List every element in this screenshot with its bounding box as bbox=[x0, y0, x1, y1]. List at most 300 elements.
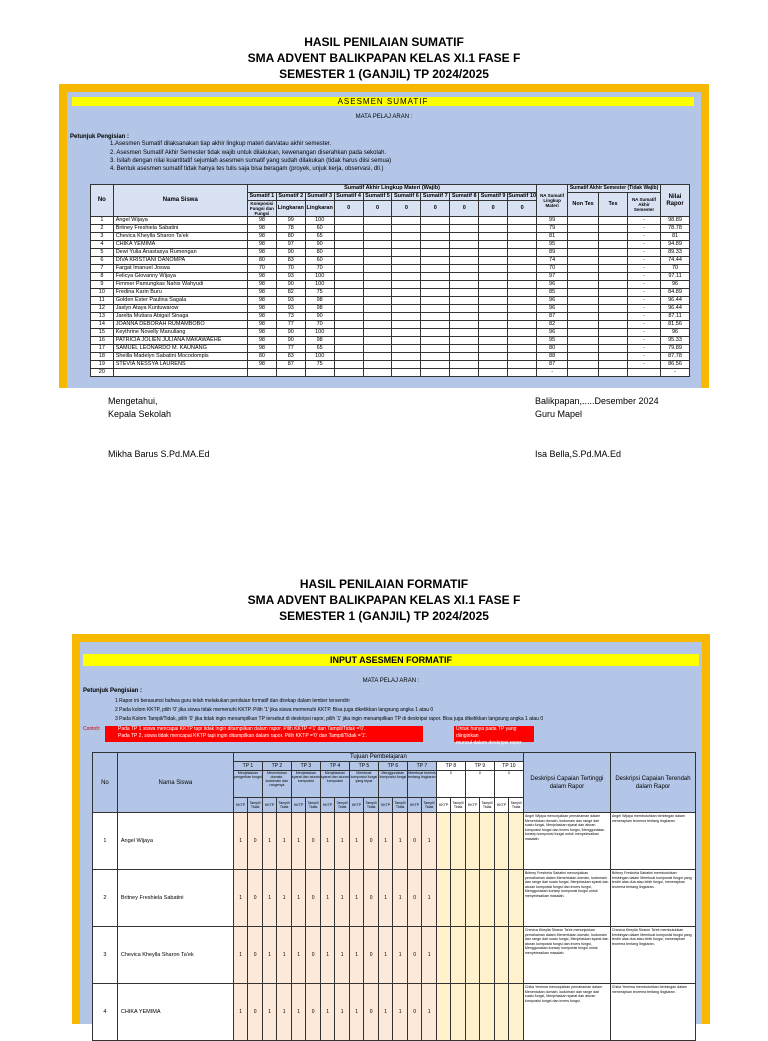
cell-s2[interactable]: 83 bbox=[276, 257, 305, 265]
cell-no[interactable]: 17 bbox=[91, 345, 114, 353]
cell-nontes[interactable] bbox=[568, 297, 599, 305]
cell-naakhir[interactable]: - bbox=[627, 265, 660, 273]
cell-nontes[interactable] bbox=[568, 281, 599, 289]
cell-s4[interactable] bbox=[334, 249, 363, 257]
cell-nama[interactable]: SAMUEL LEONARDO M. KAUNANG bbox=[113, 345, 247, 353]
cell-s8[interactable] bbox=[450, 233, 479, 241]
cell-s6[interactable] bbox=[392, 225, 421, 233]
cell-rapor[interactable]: 96 bbox=[661, 281, 690, 289]
f-cell-kktp[interactable] bbox=[465, 984, 480, 1041]
cell-s4[interactable] bbox=[334, 225, 363, 233]
cell-nama[interactable]: Angel Wijaya bbox=[113, 217, 247, 225]
f-cell-kktp[interactable]: 1 bbox=[262, 927, 277, 984]
cell-nontes[interactable] bbox=[568, 217, 599, 225]
f-cell-tampil[interactable]: 1 bbox=[422, 927, 437, 984]
cell-nama[interactable]: Fredina Karin Buru bbox=[113, 289, 247, 297]
cell-s3[interactable]: 70 bbox=[305, 265, 334, 273]
cell-s8[interactable] bbox=[450, 321, 479, 329]
cell-tes[interactable] bbox=[599, 305, 628, 313]
cell-nontes[interactable] bbox=[568, 273, 599, 281]
f-cell-kktp[interactable]: 1 bbox=[349, 984, 364, 1041]
cell-rapor[interactable]: 81 bbox=[661, 233, 690, 241]
f-cell-tampil[interactable] bbox=[451, 870, 466, 927]
cell-s8[interactable] bbox=[450, 337, 479, 345]
cell-s9[interactable] bbox=[479, 217, 508, 225]
cell-s8[interactable] bbox=[450, 265, 479, 273]
cell-s1[interactable]: 98 bbox=[247, 249, 276, 257]
cell-rapor[interactable]: 84.89 bbox=[661, 289, 690, 297]
f-cell-kktp[interactable]: 1 bbox=[233, 813, 248, 870]
cell-s4[interactable] bbox=[334, 217, 363, 225]
f-cell-kktp[interactable]: 1 bbox=[349, 870, 364, 927]
cell-s8[interactable] bbox=[450, 297, 479, 305]
cell-s7[interactable] bbox=[421, 273, 450, 281]
cell-rapor[interactable]: 96 bbox=[661, 329, 690, 337]
cell-no[interactable]: 3 bbox=[91, 233, 114, 241]
cell-nama[interactable]: Jarelta Mutiara Abigail Sinaga bbox=[113, 313, 247, 321]
cell-s5[interactable] bbox=[363, 345, 392, 353]
cell-no[interactable]: 12 bbox=[91, 305, 114, 313]
cell-s7[interactable] bbox=[421, 289, 450, 297]
cell-s5[interactable] bbox=[363, 217, 392, 225]
cell-s5[interactable] bbox=[363, 297, 392, 305]
cell-tes[interactable] bbox=[599, 321, 628, 329]
cell-tes[interactable] bbox=[599, 361, 628, 369]
cell-s10[interactable] bbox=[508, 273, 537, 281]
cell-s3[interactable] bbox=[305, 369, 334, 377]
cell-s10[interactable] bbox=[508, 369, 537, 377]
cell-rapor[interactable]: 95.33 bbox=[661, 337, 690, 345]
cell-nontes[interactable] bbox=[568, 225, 599, 233]
cell-s5[interactable] bbox=[363, 353, 392, 361]
f-cell-tampil[interactable]: 0 bbox=[364, 813, 379, 870]
cell-s9[interactable] bbox=[479, 321, 508, 329]
cell-naakhir[interactable]: - bbox=[627, 233, 660, 241]
f-cell-tampil[interactable] bbox=[480, 813, 495, 870]
cell-na[interactable]: 74 bbox=[537, 257, 568, 265]
cell-s10[interactable] bbox=[508, 321, 537, 329]
cell-s1[interactable]: 98 bbox=[247, 329, 276, 337]
f-cell-kktp[interactable]: 0 bbox=[407, 927, 422, 984]
f-cell-tampil[interactable]: 0 bbox=[364, 870, 379, 927]
f-cell-tampil[interactable]: 1 bbox=[335, 984, 350, 1041]
cell-no[interactable]: 5 bbox=[91, 249, 114, 257]
cell-s10[interactable] bbox=[508, 265, 537, 273]
cell-s3[interactable]: 100 bbox=[305, 281, 334, 289]
cell-tes[interactable] bbox=[599, 281, 628, 289]
cell-s2[interactable] bbox=[276, 369, 305, 377]
cell-nama[interactable]: STEVIA NESSYA LAURENS bbox=[113, 361, 247, 369]
cell-s6[interactable] bbox=[392, 361, 421, 369]
cell-nama[interactable]: JOANNA DEBORAH RUMAMBOBO bbox=[113, 321, 247, 329]
cell-nontes[interactable] bbox=[568, 289, 599, 297]
cell-naakhir[interactable]: - bbox=[627, 257, 660, 265]
cell-s8[interactable] bbox=[450, 225, 479, 233]
cell-na[interactable]: 96 bbox=[537, 305, 568, 313]
cell-s4[interactable] bbox=[334, 241, 363, 249]
cell-s2[interactable]: 73 bbox=[276, 313, 305, 321]
cell-naakhir[interactable]: - bbox=[627, 321, 660, 329]
cell-no[interactable]: 10 bbox=[91, 289, 114, 297]
cell-no[interactable]: 18 bbox=[91, 353, 114, 361]
cell-naakhir[interactable] bbox=[627, 369, 660, 377]
cell-s4[interactable] bbox=[334, 289, 363, 297]
cell-tes[interactable] bbox=[599, 257, 628, 265]
cell-nama[interactable]: Fimmer Pamungkas Nahis Wahyudi bbox=[113, 281, 247, 289]
cell-s6[interactable] bbox=[392, 369, 421, 377]
cell-s5[interactable] bbox=[363, 361, 392, 369]
cell-s1[interactable]: 98 bbox=[247, 281, 276, 289]
f-cell-kktp[interactable]: 1 bbox=[291, 870, 306, 927]
f-cell-kktp[interactable]: 1 bbox=[378, 984, 393, 1041]
cell-s3[interactable]: 75 bbox=[305, 289, 334, 297]
cell-na[interactable]: 95 bbox=[537, 337, 568, 345]
cell-na[interactable]: 88 bbox=[537, 353, 568, 361]
cell-s5[interactable] bbox=[363, 265, 392, 273]
cell-s3[interactable]: 75 bbox=[305, 361, 334, 369]
cell-s9[interactable] bbox=[479, 353, 508, 361]
cell-s10[interactable] bbox=[508, 249, 537, 257]
cell-tes[interactable] bbox=[599, 313, 628, 321]
cell-s3[interactable]: 70 bbox=[305, 321, 334, 329]
f-cell-kktp[interactable] bbox=[494, 984, 509, 1041]
f-cell-kktp[interactable] bbox=[494, 927, 509, 984]
cell-s9[interactable] bbox=[479, 241, 508, 249]
f-cell-kktp[interactable]: 1 bbox=[262, 813, 277, 870]
cell-naakhir[interactable]: - bbox=[627, 273, 660, 281]
f-cell-kktp[interactable] bbox=[436, 813, 451, 870]
f-cell-kktp[interactable]: 1 bbox=[378, 813, 393, 870]
f-cell-kktp[interactable]: 1 bbox=[349, 927, 364, 984]
cell-tes[interactable] bbox=[599, 337, 628, 345]
cell-nontes[interactable] bbox=[568, 233, 599, 241]
cell-nama[interactable]: DIVA KRISTIANI DANOMPA bbox=[113, 257, 247, 265]
cell-tes[interactable] bbox=[599, 273, 628, 281]
cell-naakhir[interactable]: - bbox=[627, 289, 660, 297]
f-cell-tampil[interactable]: 1 bbox=[335, 927, 350, 984]
cell-s1[interactable]: 70 bbox=[247, 265, 276, 273]
cell-s7[interactable] bbox=[421, 297, 450, 305]
cell-s9[interactable] bbox=[479, 257, 508, 265]
cell-na[interactable]: 96 bbox=[537, 281, 568, 289]
cell-rapor[interactable]: 96.44 bbox=[661, 305, 690, 313]
cell-s4[interactable] bbox=[334, 305, 363, 313]
cell-s5[interactable] bbox=[363, 281, 392, 289]
cell-na[interactable]: 70 bbox=[537, 265, 568, 273]
cell-s1[interactable]: 98 bbox=[247, 225, 276, 233]
cell-no[interactable]: 7 bbox=[91, 265, 114, 273]
cell-rapor[interactable]: 78.78 bbox=[661, 225, 690, 233]
cell-s2[interactable]: 90 bbox=[276, 249, 305, 257]
cell-s1[interactable]: 98 bbox=[247, 217, 276, 225]
cell-s7[interactable] bbox=[421, 257, 450, 265]
f-cell-tampil[interactable]: 1 bbox=[277, 927, 292, 984]
cell-s7[interactable] bbox=[421, 265, 450, 273]
cell-s7[interactable] bbox=[421, 345, 450, 353]
cell-rapor[interactable]: 86.56 bbox=[661, 361, 690, 369]
cell-s10[interactable] bbox=[508, 257, 537, 265]
cell-s9[interactable] bbox=[479, 369, 508, 377]
cell-s2[interactable]: 93 bbox=[276, 273, 305, 281]
cell-s1[interactable]: 98 bbox=[247, 233, 276, 241]
f-cell-tampil[interactable]: 0 bbox=[306, 870, 321, 927]
cell-s7[interactable] bbox=[421, 249, 450, 257]
cell-rapor[interactable]: 98.89 bbox=[661, 217, 690, 225]
cell-s5[interactable] bbox=[363, 273, 392, 281]
f-cell-kktp[interactable] bbox=[494, 870, 509, 927]
cell-no[interactable]: 20 bbox=[91, 369, 114, 377]
cell-s7[interactable] bbox=[421, 369, 450, 377]
cell-s1[interactable]: 98 bbox=[247, 273, 276, 281]
cell-tes[interactable] bbox=[599, 265, 628, 273]
cell-s2[interactable]: 99 bbox=[276, 217, 305, 225]
cell-na[interactable]: - bbox=[537, 369, 568, 377]
cell-rapor[interactable]: 87.78 bbox=[661, 353, 690, 361]
cell-na[interactable]: 95 bbox=[537, 241, 568, 249]
cell-tes[interactable] bbox=[599, 297, 628, 305]
cell-nontes[interactable] bbox=[568, 361, 599, 369]
f-cell-tampil[interactable]: 1 bbox=[422, 984, 437, 1041]
cell-rapor[interactable]: 94.89 bbox=[661, 241, 690, 249]
cell-naakhir[interactable]: - bbox=[627, 329, 660, 337]
cell-naakhir[interactable]: - bbox=[627, 353, 660, 361]
cell-s3[interactable]: 60 bbox=[305, 257, 334, 265]
f-cell-tampil[interactable]: 0 bbox=[306, 984, 321, 1041]
cell-s3[interactable]: 65 bbox=[305, 233, 334, 241]
cell-tes[interactable] bbox=[599, 249, 628, 257]
cell-s10[interactable] bbox=[508, 337, 537, 345]
cell-s8[interactable] bbox=[450, 241, 479, 249]
cell-s4[interactable] bbox=[334, 257, 363, 265]
cell-s2[interactable]: 87 bbox=[276, 361, 305, 369]
cell-s7[interactable] bbox=[421, 313, 450, 321]
cell-s4[interactable] bbox=[334, 273, 363, 281]
cell-no[interactable]: 6 bbox=[91, 257, 114, 265]
cell-s1[interactable]: 98 bbox=[247, 321, 276, 329]
cell-s8[interactable] bbox=[450, 353, 479, 361]
cell-nama[interactable]: Jaslyn Ataya Kuntuwarow bbox=[113, 305, 247, 313]
cell-s7[interactable] bbox=[421, 337, 450, 345]
cell-s7[interactable] bbox=[421, 329, 450, 337]
f-cell-kktp[interactable]: 1 bbox=[378, 870, 393, 927]
cell-nontes[interactable] bbox=[568, 241, 599, 249]
f-cell-tampil[interactable]: 0 bbox=[248, 984, 263, 1041]
cell-s8[interactable] bbox=[450, 361, 479, 369]
cell-s7[interactable] bbox=[421, 241, 450, 249]
cell-s2[interactable]: 90 bbox=[276, 337, 305, 345]
cell-naakhir[interactable]: - bbox=[627, 241, 660, 249]
cell-nontes[interactable] bbox=[568, 345, 599, 353]
cell-s9[interactable] bbox=[479, 305, 508, 313]
f-cell-tampil[interactable]: 0 bbox=[248, 927, 263, 984]
f-cell-tampil[interactable] bbox=[480, 870, 495, 927]
cell-s9[interactable] bbox=[479, 337, 508, 345]
cell-tes[interactable] bbox=[599, 233, 628, 241]
cell-na[interactable]: 87 bbox=[537, 313, 568, 321]
cell-s6[interactable] bbox=[392, 321, 421, 329]
cell-s10[interactable] bbox=[508, 233, 537, 241]
f-cell-kktp[interactable] bbox=[465, 870, 480, 927]
f-cell-kktp[interactable]: 0 bbox=[407, 870, 422, 927]
cell-s3[interactable]: 90 bbox=[305, 313, 334, 321]
cell-s5[interactable] bbox=[363, 257, 392, 265]
f-cell-tampil[interactable]: 1 bbox=[277, 870, 292, 927]
cell-s9[interactable] bbox=[479, 361, 508, 369]
cell-na[interactable]: 85 bbox=[537, 289, 568, 297]
f-cell-tampil[interactable]: 0 bbox=[248, 870, 263, 927]
cell-naakhir[interactable]: - bbox=[627, 281, 660, 289]
cell-s5[interactable] bbox=[363, 321, 392, 329]
cell-s10[interactable] bbox=[508, 305, 537, 313]
cell-s4[interactable] bbox=[334, 361, 363, 369]
f-cell-kktp[interactable]: 1 bbox=[320, 927, 335, 984]
cell-s8[interactable] bbox=[450, 273, 479, 281]
cell-nontes[interactable] bbox=[568, 257, 599, 265]
f-cell-tampil[interactable]: 0 bbox=[364, 927, 379, 984]
f-cell-tampil[interactable] bbox=[509, 984, 524, 1041]
cell-nama[interactable]: Britney Freshiela Sabatini bbox=[113, 225, 247, 233]
cell-s10[interactable] bbox=[508, 313, 537, 321]
cell-nama[interactable] bbox=[113, 369, 247, 377]
cell-na[interactable]: 80 bbox=[537, 345, 568, 353]
cell-s2[interactable]: 82 bbox=[276, 289, 305, 297]
cell-s7[interactable] bbox=[421, 233, 450, 241]
cell-na[interactable]: 82 bbox=[537, 321, 568, 329]
cell-s7[interactable] bbox=[421, 353, 450, 361]
cell-rapor[interactable]: 79.89 bbox=[661, 345, 690, 353]
cell-s10[interactable] bbox=[508, 329, 537, 337]
cell-nontes[interactable] bbox=[568, 249, 599, 257]
f-cell-kktp[interactable]: 1 bbox=[291, 813, 306, 870]
cell-s3[interactable]: 100 bbox=[305, 273, 334, 281]
cell-no[interactable]: 1 bbox=[91, 217, 114, 225]
f-cell-tampil[interactable] bbox=[509, 813, 524, 870]
cell-s6[interactable] bbox=[392, 241, 421, 249]
cell-no[interactable]: 19 bbox=[91, 361, 114, 369]
cell-s3[interactable]: 90 bbox=[305, 241, 334, 249]
cell-rapor[interactable]: 97.11 bbox=[661, 273, 690, 281]
f-cell-tampil[interactable] bbox=[480, 927, 495, 984]
cell-naakhir[interactable]: - bbox=[627, 337, 660, 345]
cell-s9[interactable] bbox=[479, 289, 508, 297]
cell-s4[interactable] bbox=[334, 345, 363, 353]
cell-rapor[interactable]: 87.11 bbox=[661, 313, 690, 321]
cell-s5[interactable] bbox=[363, 289, 392, 297]
f-cell-kktp[interactable] bbox=[436, 984, 451, 1041]
f-cell-kktp[interactable]: 1 bbox=[349, 813, 364, 870]
cell-s10[interactable] bbox=[508, 297, 537, 305]
cell-s9[interactable] bbox=[479, 345, 508, 353]
cell-tes[interactable] bbox=[599, 353, 628, 361]
cell-tes[interactable] bbox=[599, 217, 628, 225]
cell-s5[interactable] bbox=[363, 337, 392, 345]
f-cell-tampil[interactable]: 1 bbox=[422, 870, 437, 927]
cell-s8[interactable] bbox=[450, 257, 479, 265]
cell-nontes[interactable] bbox=[568, 329, 599, 337]
cell-s7[interactable] bbox=[421, 305, 450, 313]
f-cell-tampil[interactable]: 0 bbox=[248, 813, 263, 870]
cell-s6[interactable] bbox=[392, 217, 421, 225]
cell-nontes[interactable] bbox=[568, 265, 599, 273]
cell-s3[interactable]: 65 bbox=[305, 345, 334, 353]
cell-no[interactable]: 11 bbox=[91, 297, 114, 305]
cell-nama[interactable]: Keythrine Novelly Manuliang bbox=[113, 329, 247, 337]
cell-s6[interactable] bbox=[392, 297, 421, 305]
cell-s10[interactable] bbox=[508, 289, 537, 297]
f-cell-kktp[interactable]: 1 bbox=[233, 984, 248, 1041]
cell-nontes[interactable] bbox=[568, 369, 599, 377]
f-cell-kktp[interactable]: 1 bbox=[233, 870, 248, 927]
f-cell-tampil[interactable] bbox=[451, 984, 466, 1041]
cell-naakhir[interactable]: - bbox=[627, 305, 660, 313]
cell-no[interactable]: 14 bbox=[91, 321, 114, 329]
f-cell-tampil[interactable]: 0 bbox=[306, 813, 321, 870]
cell-s6[interactable] bbox=[392, 273, 421, 281]
cell-nama[interactable]: CHIKA YEMIMA bbox=[113, 241, 247, 249]
cell-rapor[interactable]: 96.44 bbox=[661, 297, 690, 305]
cell-s4[interactable] bbox=[334, 353, 363, 361]
cell-nama[interactable]: Sheilla Madelyn Sabatini Mocodompis bbox=[113, 353, 247, 361]
cell-nontes[interactable] bbox=[568, 305, 599, 313]
f-cell-tampil[interactable]: 1 bbox=[393, 870, 408, 927]
cell-rapor[interactable]: 70 bbox=[661, 265, 690, 273]
cell-s9[interactable] bbox=[479, 249, 508, 257]
cell-na[interactable]: 79 bbox=[537, 225, 568, 233]
cell-s10[interactable] bbox=[508, 361, 537, 369]
cell-na[interactable]: 96 bbox=[537, 329, 568, 337]
f-cell-kktp[interactable] bbox=[494, 813, 509, 870]
cell-s3[interactable]: 100 bbox=[305, 353, 334, 361]
cell-s6[interactable] bbox=[392, 329, 421, 337]
cell-s6[interactable] bbox=[392, 337, 421, 345]
cell-s4[interactable] bbox=[334, 313, 363, 321]
f-cell-tampil[interactable]: 0 bbox=[306, 927, 321, 984]
f-cell-kktp[interactable]: 0 bbox=[407, 984, 422, 1041]
cell-tes[interactable] bbox=[599, 289, 628, 297]
f-cell-tampil[interactable]: 1 bbox=[277, 813, 292, 870]
cell-s8[interactable] bbox=[450, 313, 479, 321]
cell-s4[interactable] bbox=[334, 297, 363, 305]
cell-s5[interactable] bbox=[363, 313, 392, 321]
cell-no[interactable]: 4 bbox=[91, 241, 114, 249]
cell-s6[interactable] bbox=[392, 313, 421, 321]
cell-s1[interactable]: 80 bbox=[247, 257, 276, 265]
cell-naakhir[interactable]: - bbox=[627, 225, 660, 233]
cell-s8[interactable] bbox=[450, 305, 479, 313]
f-cell-kktp[interactable]: 1 bbox=[233, 927, 248, 984]
cell-na[interactable]: 81 bbox=[537, 233, 568, 241]
cell-na[interactable]: 87 bbox=[537, 361, 568, 369]
cell-s2[interactable]: 77 bbox=[276, 345, 305, 353]
cell-nontes[interactable] bbox=[568, 321, 599, 329]
cell-s2[interactable]: 80 bbox=[276, 233, 305, 241]
f-cell-kktp[interactable]: 1 bbox=[378, 927, 393, 984]
cell-s2[interactable]: 70 bbox=[276, 265, 305, 273]
cell-s2[interactable]: 90 bbox=[276, 281, 305, 289]
cell-s8[interactable] bbox=[450, 281, 479, 289]
cell-s8[interactable] bbox=[450, 289, 479, 297]
cell-s2[interactable]: 78 bbox=[276, 225, 305, 233]
cell-s9[interactable] bbox=[479, 329, 508, 337]
cell-s5[interactable] bbox=[363, 233, 392, 241]
cell-s7[interactable] bbox=[421, 321, 450, 329]
f-cell-tampil[interactable]: 1 bbox=[335, 870, 350, 927]
cell-s10[interactable] bbox=[508, 217, 537, 225]
cell-s8[interactable] bbox=[450, 369, 479, 377]
cell-s10[interactable] bbox=[508, 353, 537, 361]
cell-naakhir[interactable]: - bbox=[627, 313, 660, 321]
cell-s8[interactable] bbox=[450, 217, 479, 225]
